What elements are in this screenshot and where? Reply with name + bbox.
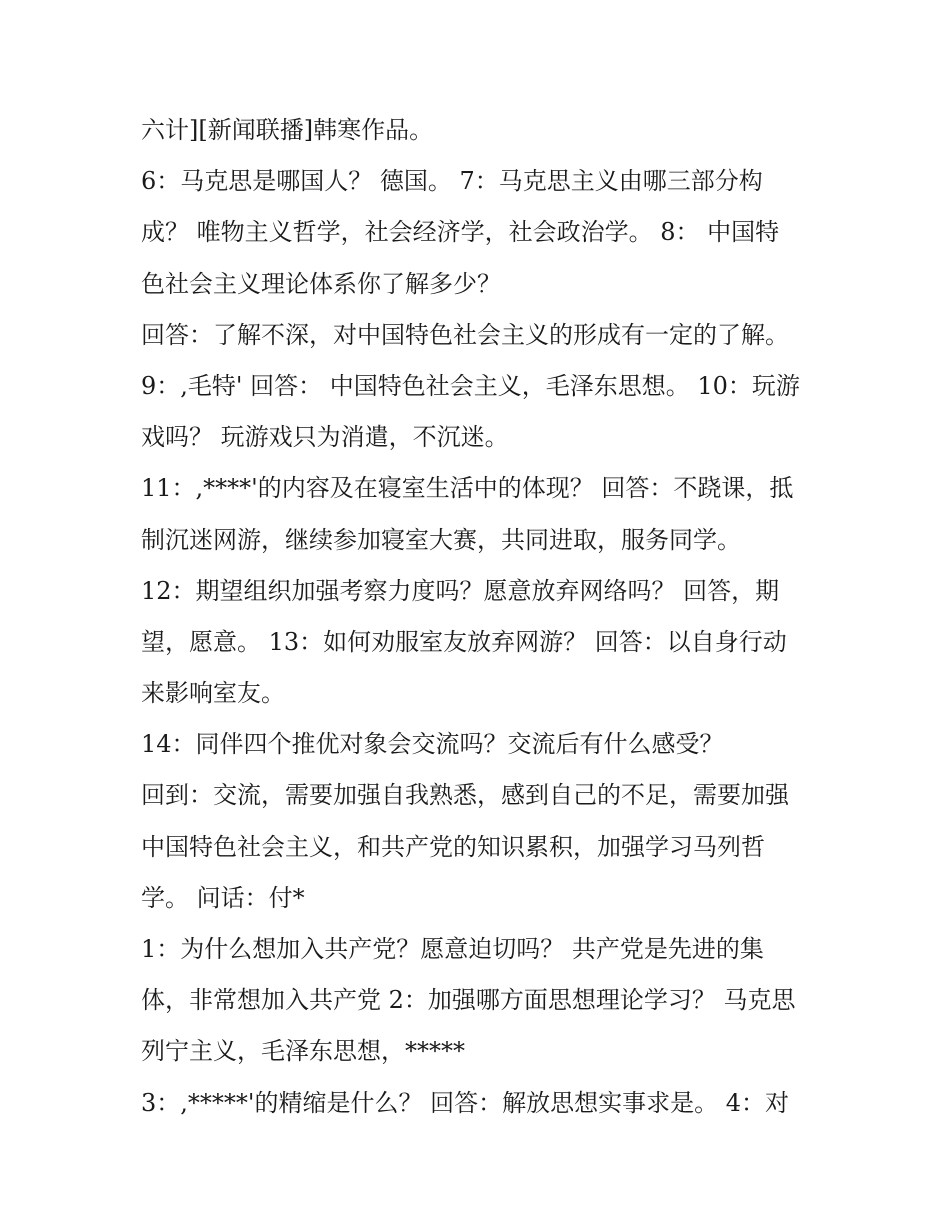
text-line: 制沉迷网游，继续参加寝室大赛，共同进取，服务同学。: [141, 525, 741, 554]
text-line: 色社会主义理论体系你了解多少？: [141, 269, 501, 298]
text-line: 中国特色社会主义，和共产党的知识累积，加强学习马列哲: [141, 832, 765, 861]
text-line: 列宁主义，毛泽东思想，*****: [141, 1037, 465, 1066]
text-line: 9：,毛特' 回答： 中国特色社会主义，毛泽东思想。 10：玩游: [141, 371, 800, 400]
text-line: 3：,*****'的精缩是什么？ 回答：解放思想实事求是。 4：对: [141, 1088, 790, 1117]
text-line: 体，非常想加入共产党 2：加强哪方面思想理论学习？ 马克思: [141, 986, 796, 1015]
text-line: 望，愿意。 13：如何劝服室友放弃网游？ 回答：以自身行动: [141, 627, 787, 656]
text-line: 6：马克思是哪国人？ 德国。 7：马克思主义由哪三部分构: [141, 167, 763, 196]
text-line: 学。 问话：付*: [141, 883, 305, 912]
text-line: 回到：交流，需要加强自我熟悉，感到自己的不足，需要加强: [141, 781, 789, 810]
text-line: 戏吗？ 玩游戏只为消遣，不沉迷。: [141, 423, 509, 452]
text-line: 1：为什么想加入共产党？愿意迫切吗？ 共产党是先进的集: [141, 935, 764, 963]
text-line: 14：同伴四个推优对象会交流吗？交流后有什么感受？: [141, 730, 724, 759]
text-line: 回答：了解不深，对中国特色社会主义的形成有一定的了解。: [141, 320, 789, 349]
text-line: 六计][新闻联播]韩寒作品。: [141, 116, 434, 144]
text-line: 来影响室友。: [141, 679, 285, 708]
text-line: 12：期望组织加强考察力度吗？愿意放弃网络吗？ 回答，期: [141, 576, 780, 605]
text-line: 成？ 唯物主义哲学，社会经济学，社会政治学。 8： 中国特: [141, 218, 780, 247]
document-body: [141, 105, 831, 1129]
text-line: 11：,****'的内容及在寝室生活中的体现？ 回答：不跷课，抵: [141, 474, 794, 503]
